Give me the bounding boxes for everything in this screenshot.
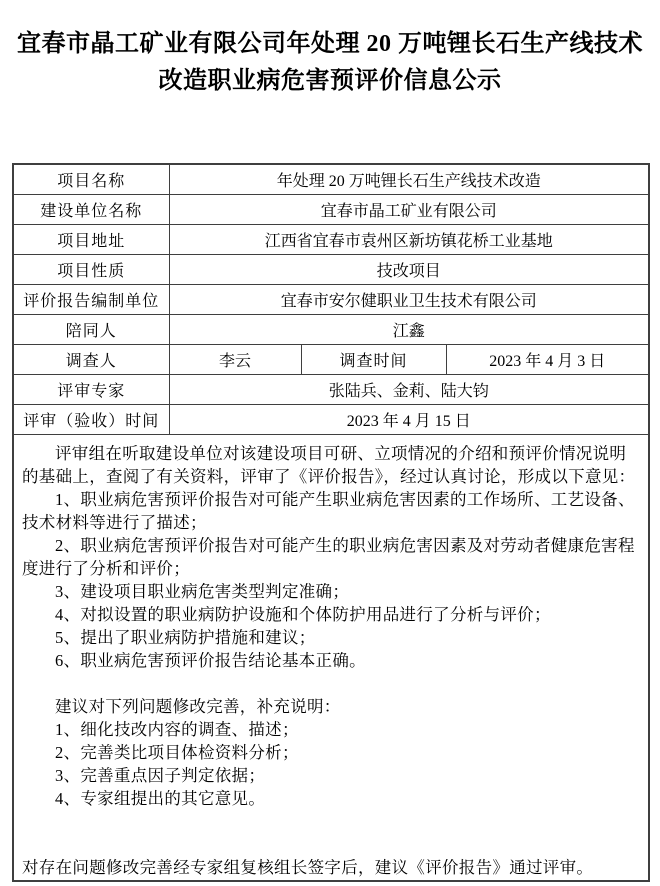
row-companion bbox=[13, 315, 649, 345]
opinion-finding-4: 4、对拟设置的职业病防护设施和个体防护用品进行了分析与评价； bbox=[55, 605, 551, 624]
experts-value: 张陆兵、金莉、陆大钧 bbox=[169, 375, 649, 405]
companion-label: 陪同人 bbox=[13, 315, 169, 345]
project-nature-value: 技改项目 bbox=[169, 255, 649, 285]
row-review-time bbox=[13, 405, 649, 435]
opinion-finding-2: 2、职业病危害预评价报告对可能产生的职业病危害因素及对劳动者健康危害程度进行了分析和评价； bbox=[22, 536, 635, 578]
investigator-label: 调查人 bbox=[13, 345, 169, 375]
row-report-org bbox=[13, 285, 649, 315]
opinion-finding-3: 3、建设项目职业病危害类型判定准确； bbox=[55, 582, 350, 601]
report-org-value: 宜春市安尔健职业卫生技术有限公司 bbox=[169, 285, 649, 315]
row-investigator bbox=[13, 345, 649, 375]
opinion-suggestion-2: 2、完善类比项目体检资料分析； bbox=[55, 743, 299, 762]
opinion-cell bbox=[13, 435, 649, 882]
opinion-finding-1: 1、职业病危害预评价报告对可能产生职业病危害因素的工作场所、工艺设备、技术材料等进行了描述； bbox=[22, 490, 635, 532]
investigate-time-label: 调查时间 bbox=[301, 345, 446, 375]
investigate-time-value: 2023 年 4 月 3 日 bbox=[446, 345, 649, 375]
builder-name-value: 宜春市晶工矿业有限公司 bbox=[169, 195, 649, 225]
info-table bbox=[12, 163, 650, 882]
project-name-label: 项目名称 bbox=[13, 164, 169, 195]
document-page bbox=[0, 26, 660, 877]
row-project-name bbox=[13, 164, 649, 195]
review-time-label: 评审（验收）时间 bbox=[13, 405, 169, 435]
review-time-value: 2023 年 4 月 15 日 bbox=[169, 405, 649, 435]
project-nature-label: 项目性质 bbox=[13, 255, 169, 285]
builder-name-label: 建设单位名称 bbox=[13, 195, 169, 225]
doc-title: 宜春市晶工矿业有限公司年处理 20 万吨锂长石生产线技术改造职业病危害预评价信息公示 bbox=[17, 31, 643, 94]
report-org-label: 评价报告编制单位 bbox=[13, 285, 169, 315]
opinion-closing: 对存在问题修改完善经专家组复核组长签字后，建议《评价报告》通过评审。 bbox=[22, 858, 594, 877]
project-name-value: 年处理 20 万吨锂长石生产线技术改造 bbox=[169, 164, 649, 195]
investigator-value: 李云 bbox=[169, 345, 301, 375]
opinion-suggestion-4: 4、专家组提出的其它意见。 bbox=[55, 789, 266, 808]
opinion-finding-5: 5、提出了职业病防护措施和建议； bbox=[55, 628, 316, 647]
row-experts bbox=[13, 375, 649, 405]
opinion-finding-6: 6、职业病危害预评价报告结论基本正确。 bbox=[55, 651, 366, 670]
row-builder-name bbox=[13, 195, 649, 225]
opinion-suggest-head: 建议对下列问题修改完善，补充说明： bbox=[55, 697, 341, 716]
opinion-spacer bbox=[22, 810, 640, 856]
row-opinion bbox=[13, 435, 649, 882]
project-address-label: 项目地址 bbox=[13, 225, 169, 255]
companion-value: 江鑫 bbox=[169, 315, 649, 345]
row-project-nature bbox=[13, 255, 649, 285]
row-project-address bbox=[13, 225, 649, 255]
experts-label: 评审专家 bbox=[13, 375, 169, 405]
opinion-suggestion-1: 1、细化技改内容的调查、描述； bbox=[55, 720, 299, 739]
opinion-intro: 评审组在听取建设单位对该建设项目可研、立项情况的介绍和预评价情况说明的基础上，查阅了有关资料，评审了《评价报告》，经过认真讨论，形成以下意见： bbox=[22, 444, 636, 486]
project-address-value: 江西省宜春市袁州区新坊镇花桥工业基地 bbox=[169, 225, 649, 255]
opinion-spacer bbox=[22, 672, 640, 695]
opinion-suggestion-3: 3、完善重点因子判定依据； bbox=[55, 766, 266, 785]
